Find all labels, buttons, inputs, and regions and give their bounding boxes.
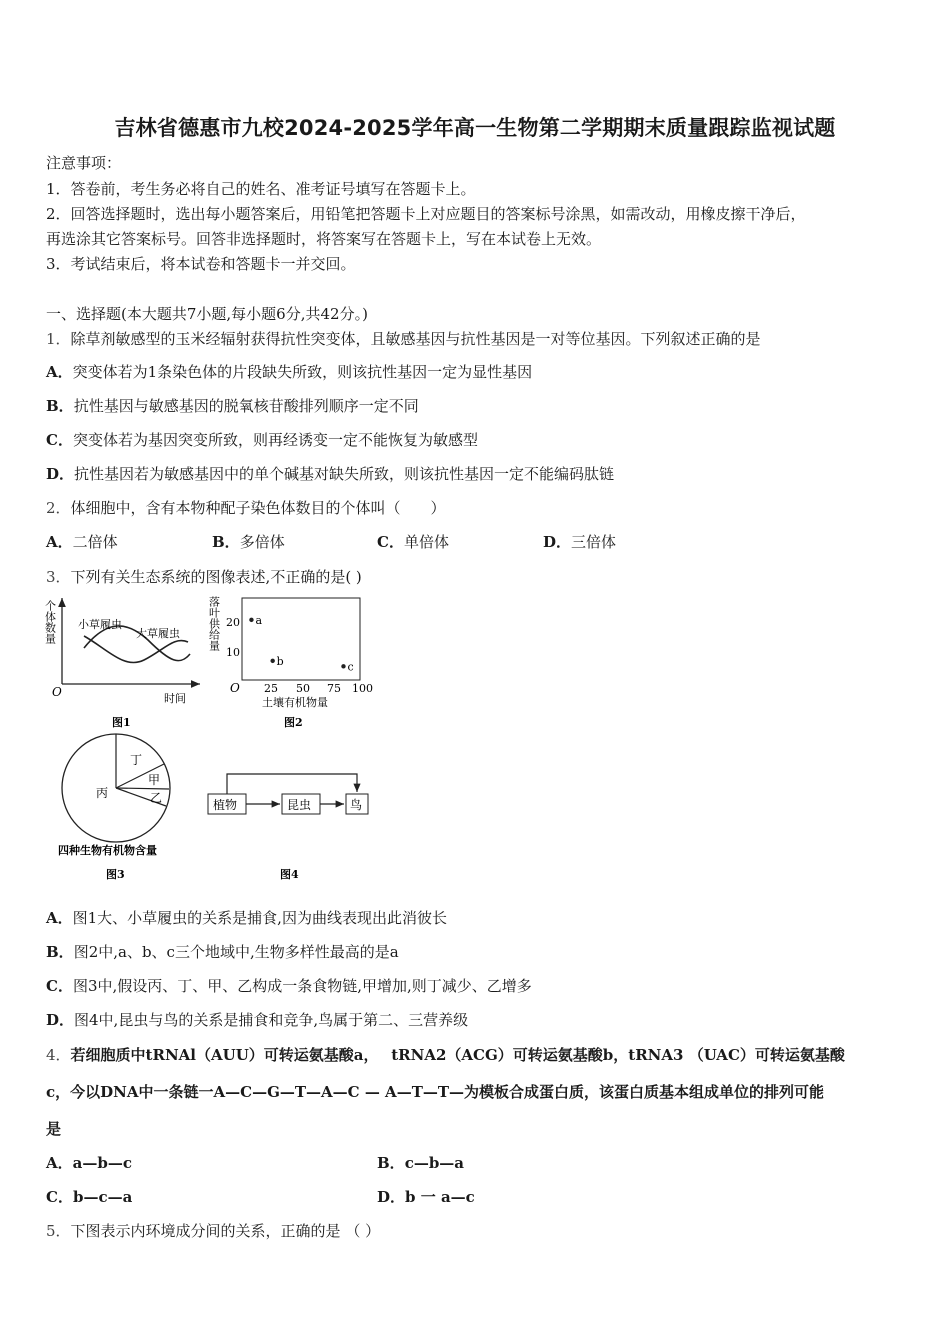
option-c xyxy=(46,1186,132,1207)
fig3-slice-label: 甲 xyxy=(148,773,161,787)
fig2-ylabel: 落叶供给量 xyxy=(207,596,221,651)
fig4-node: 鸟 xyxy=(350,798,363,812)
option-d xyxy=(543,531,616,552)
question-number: 4． xyxy=(46,1046,71,1064)
option-label: B． xyxy=(46,397,74,415)
option-text: 图4中,昆虫与鸟的关系是捕食和竞争,鸟属于第二、三营养级 xyxy=(74,1011,469,1029)
option-b xyxy=(46,941,399,962)
option-a xyxy=(46,361,532,382)
fig2-ytick: 20 xyxy=(226,616,240,629)
question-3 xyxy=(46,566,362,587)
option-text: 抗性基因与敏感基因的脱氧核苷酸排列顺序一定不同 xyxy=(73,397,419,415)
figure-1 xyxy=(44,598,201,729)
option-label: B． xyxy=(212,533,240,551)
fig2-point-a xyxy=(249,618,253,622)
fig2-xtick: 50 xyxy=(296,682,310,695)
option-label: D． xyxy=(377,1188,406,1206)
option-label: A． xyxy=(46,533,73,551)
section-heading: 一、选择题(本大题共7小题,每小题6分,共42分。) xyxy=(46,305,368,323)
notice-item: 3．考试结束后，将本试卷和答题卡一并交回。 xyxy=(46,255,356,273)
notice-heading: 注意事项： xyxy=(46,154,122,172)
fig1-curve1-label: 小草履虫 xyxy=(78,618,122,631)
fig2-ytick: 10 xyxy=(226,646,240,659)
question-stem: 体细胞中，含有本物种配子染色体数目的个体叫（ ） xyxy=(70,499,446,517)
fig3-subtitle: 四种生物有机物含量 xyxy=(58,844,157,857)
fig4-node: 昆虫 xyxy=(287,798,312,812)
option-c xyxy=(46,975,532,996)
option-text: 单倍体 xyxy=(403,533,449,551)
fig1-curve2-label: 大草履虫 xyxy=(136,627,180,640)
question-stem: 若细胞质中tRNAl（AUU）可转运氨基酸a， tRNA2（ACG）可转运氨基酸b，tRNA3 （UAC）可转运氨基酸 xyxy=(70,1046,845,1064)
question-stem-continued: c，今以DNA中一条链一A—C—G—T—A—C — A—T—T—为模板合成蛋白质，该蛋白质基本组成单位的排列可能 xyxy=(46,1083,825,1101)
option-text: 图2中,a、b、c三个地域中,生物多样性最高的是a xyxy=(73,943,399,961)
option-label: A． xyxy=(46,909,73,927)
fig2-point-label: b xyxy=(276,654,284,668)
fig3-slice-label: 丙 xyxy=(96,786,109,800)
option-label: D． xyxy=(46,1011,75,1029)
notice-item: 1．答卷前，考生务必将自己的姓名、准考证号填写在答题卡上。 xyxy=(46,180,476,198)
fig2-xtick: 75 xyxy=(327,682,341,695)
option-c xyxy=(46,429,478,450)
option-text: 突变体若为基因突变所致，则再经诱变一定不能恢复为敏感型 xyxy=(72,431,478,449)
option-label: B． xyxy=(46,943,74,961)
fig2-point-b xyxy=(270,659,274,663)
option-text: 图3中,假设丙、丁、甲、乙构成一条食物链,甲增加,则丁减少、乙增多 xyxy=(72,977,532,995)
option-text: 三倍体 xyxy=(571,533,617,551)
question-stem: 下图表示内环境成分间的关系，正确的是 （ ） xyxy=(70,1222,381,1240)
question-2 xyxy=(46,497,446,518)
option-a xyxy=(46,907,447,928)
notice-item: 2．回答选择题时，选出每小题答案后，用铅笔把答题卡上对应题目的答案标号涂黑，如需改动，用橡皮擦干净后， xyxy=(46,205,806,223)
option-text: b 一 a—c xyxy=(405,1188,475,1206)
option-label: A． xyxy=(46,363,73,381)
option-text: 多倍体 xyxy=(239,533,285,551)
question-number: 2． xyxy=(46,499,71,517)
option-label: C． xyxy=(377,533,404,551)
option-text: b—c—a xyxy=(72,1188,133,1206)
figure-panel xyxy=(40,588,380,888)
fig2-origin: O xyxy=(230,681,240,695)
fig2-point-label: a xyxy=(255,613,263,627)
figure-2 xyxy=(208,595,374,729)
question-stem-continued: 是 xyxy=(46,1120,62,1138)
fig1-xlabel: 时间 xyxy=(164,692,186,705)
fig4-caption: 图4 xyxy=(280,868,299,881)
option-text: a—b—c xyxy=(72,1154,132,1172)
option-d xyxy=(46,463,614,484)
question-1 xyxy=(46,328,761,349)
option-text: 图1大、小草履虫的关系是捕食,因为曲线表现出此消彼长 xyxy=(72,909,447,927)
question-number: 5． xyxy=(46,1222,71,1240)
fig3-slice-label: 乙 xyxy=(150,791,163,805)
fig2-xlabel: 土壤有机物量 xyxy=(262,696,328,709)
fig1-caption: 图1 xyxy=(112,716,131,729)
page-title: 吉林省德惠市九校2024-2025学年高一生物第二学期期末质量跟踪监视试题 xyxy=(114,116,836,140)
question-number: 3． xyxy=(46,568,71,586)
option-b xyxy=(377,1152,464,1173)
question-5 xyxy=(46,1220,380,1241)
fig2-xtick: 100 xyxy=(352,682,373,695)
question-4 xyxy=(46,1044,845,1065)
option-label: C． xyxy=(46,977,73,995)
option-text: c—b—a xyxy=(404,1154,465,1172)
option-d xyxy=(46,1009,468,1030)
option-label: D． xyxy=(46,465,75,483)
fig3-slice-border xyxy=(116,788,169,789)
option-text: 二倍体 xyxy=(72,533,118,551)
fig4-node: 植物 xyxy=(213,798,238,812)
option-label: D． xyxy=(543,533,572,551)
fig2-point-c xyxy=(341,664,345,668)
figure-4 xyxy=(208,774,368,881)
fig4-arrow xyxy=(227,774,357,794)
option-b xyxy=(46,395,419,416)
fig2-caption: 图2 xyxy=(284,716,303,729)
question-stem: 下列有关生态系统的图像表述,不正确的是( ) xyxy=(70,568,362,586)
fig3-slice-label: 丁 xyxy=(130,753,143,767)
option-label: C． xyxy=(46,1188,73,1206)
fig2-point-label: c xyxy=(347,660,354,674)
option-c xyxy=(377,531,449,552)
option-b xyxy=(212,531,285,552)
option-label: C． xyxy=(46,431,73,449)
option-label: B． xyxy=(377,1154,405,1172)
option-a xyxy=(46,531,118,552)
fig1-ylabel: 个体数量 xyxy=(43,600,57,644)
question-number: 1． xyxy=(46,330,71,348)
figure-3 xyxy=(58,734,170,881)
option-a xyxy=(46,1152,132,1173)
fig3-caption: 图3 xyxy=(106,868,125,881)
option-text: 抗性基因若为敏感基因中的单个碱基对缺失所致，则该抗性基因一定不能编码肽链 xyxy=(74,465,615,483)
question-stem: 除草剂敏感型的玉米经辐射获得抗性突变体，且敏感基因与抗性基因是一对等位基因。下列叙述正确的是 xyxy=(70,330,761,348)
option-d xyxy=(377,1186,475,1207)
notice-item: 再选涂其它答案标号。回答非选择题时，将答案写在答题卡上，写在本试卷上无效。 xyxy=(46,230,602,248)
option-text: 突变体若为1条染色体的片段缺失所致，则该抗性基因一定为显性基因 xyxy=(72,363,533,381)
fig2-points xyxy=(249,614,353,673)
option-label: A． xyxy=(46,1154,73,1172)
fig1-origin: O xyxy=(52,685,62,699)
fig2-xtick: 25 xyxy=(264,682,278,695)
